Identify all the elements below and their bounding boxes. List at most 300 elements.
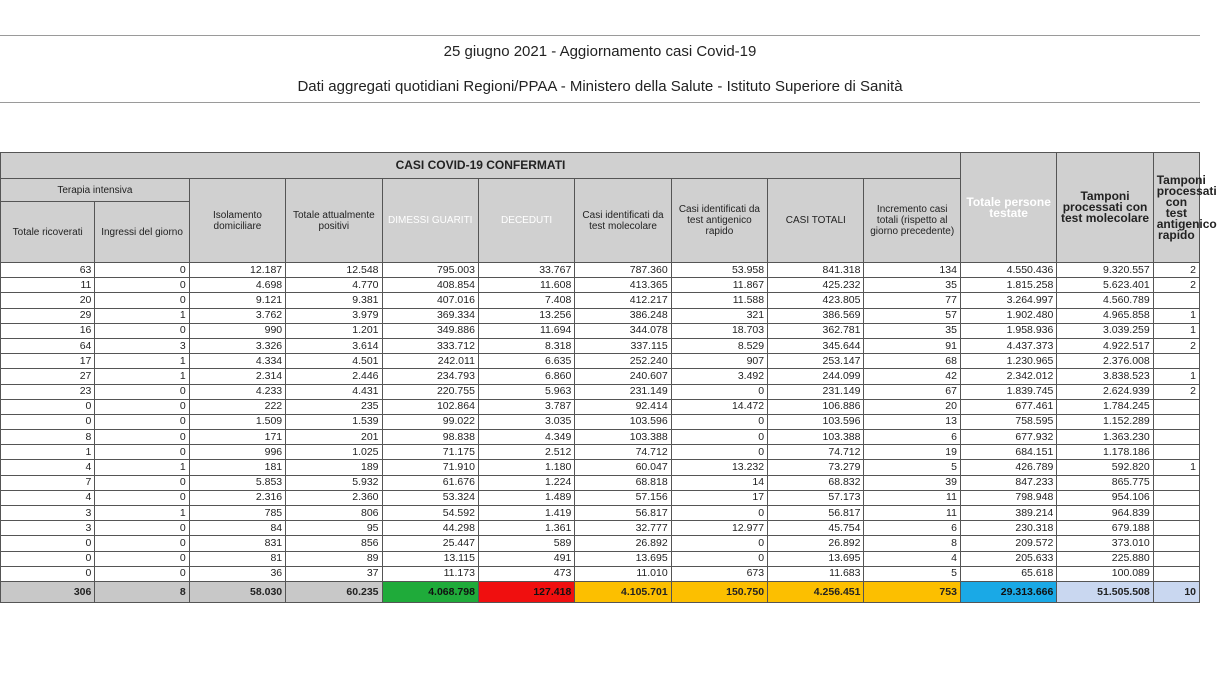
table-cell: 16 [1,323,95,338]
table-cell: 1 [95,369,189,384]
table-cell: 6.860 [478,369,574,384]
table-cell: 11.010 [575,566,671,581]
table-cell: 2.360 [286,490,382,505]
table-cell: 181 [189,460,285,475]
table-cell: 964.839 [1057,506,1153,521]
table-cell: 4.560.789 [1057,293,1153,308]
table-cell: 679.188 [1057,521,1153,536]
table-cell: 0 [1,399,95,414]
table-cell: 7 [1,475,95,490]
header-terapia-intensiva: Terapia intensiva [1,179,190,202]
table-cell: 1 [1153,323,1199,338]
band-casi-confermati: CASI COVID-19 CONFERMATI [1,153,961,179]
table-cell: 71.910 [382,460,478,475]
table-cell: 3 [95,338,189,353]
table-cell: 4.965.858 [1057,308,1153,323]
table-row [1,263,1200,278]
table-cell: 2.376.008 [1057,354,1153,369]
table-cell: 0 [95,521,189,536]
table-cell: 5 [864,460,960,475]
table-cell: 1.230.965 [960,354,1056,369]
table-cell: 1 [1153,460,1199,475]
table-row [1,460,1200,475]
table-cell: 0 [1,536,95,551]
table-cell: 84 [189,521,285,536]
table-cell: 7.408 [478,293,574,308]
header-totale-ricoverati: Totale ricoverati [1,202,95,263]
table-row [1,399,1200,414]
table-cell: 412.217 [575,293,671,308]
table-cell: 2.314 [189,369,285,384]
table-cell: 103.388 [768,430,864,445]
table-cell: 57.173 [768,490,864,505]
table-cell: 1.784.245 [1057,399,1153,414]
table-cell: 11.588 [671,293,767,308]
table-cell: 5.623.401 [1057,278,1153,293]
table-cell: 53.324 [382,490,478,505]
table-cell: 1.419 [478,506,574,521]
table-cell: 4.550.436 [960,263,1056,278]
table-cell: 3.326 [189,338,285,353]
table-cell: 103.596 [768,414,864,429]
table-cell: 413.365 [575,278,671,293]
table-cell: 1.363.230 [1057,430,1153,445]
table-cell: 17 [1,354,95,369]
table-cell: 2 [1153,278,1199,293]
table-cell: 0 [95,430,189,445]
table-cell [1153,490,1199,505]
table-row [1,506,1200,521]
table-cell [1153,521,1199,536]
table-cell: 12.187 [189,263,285,278]
table-cell: 2 [1153,384,1199,399]
table-cell: 865.775 [1057,475,1153,490]
table-cell: 841.318 [768,263,864,278]
table-cell: 0 [671,506,767,521]
table-cell: 0 [95,566,189,581]
table-cell: 103.596 [575,414,671,429]
table-cell: 134 [864,263,960,278]
total-cell: 306 [1,581,95,602]
table-cell: 13.232 [671,460,767,475]
table-cell: 240.607 [575,369,671,384]
table-cell: 74.712 [768,445,864,460]
table-cell: 54.592 [382,506,478,521]
header-deceduti: DECEDUTI [478,179,574,263]
table-cell: 0 [1,566,95,581]
table-cell: 0 [95,293,189,308]
table-cell: 11 [864,506,960,521]
table-cell: 57.156 [575,490,671,505]
table-body [1,263,1200,582]
table-row [1,384,1200,399]
table-cell: 0 [671,551,767,566]
header-tamponi-antigenico: Tamponi processati con test antigenico rapido [1153,153,1199,263]
table-row [1,323,1200,338]
table-cell: 4 [864,551,960,566]
table-cell: 209.572 [960,536,1056,551]
table-cell: 13 [864,414,960,429]
table-cell: 95 [286,521,382,536]
table-cell: 4.770 [286,278,382,293]
table-cell: 3.979 [286,308,382,323]
table-cell: 3.492 [671,369,767,384]
bottom-rule [0,102,1200,103]
table-cell: 1.180 [478,460,574,475]
table-cell [1153,551,1199,566]
table-cell: 349.886 [382,323,478,338]
table-cell: 19 [864,445,960,460]
table-cell: 1.201 [286,323,382,338]
table-cell: 92.414 [575,399,671,414]
table-cell: 3 [1,521,95,536]
table-cell: 6.635 [478,354,574,369]
table-cell [1153,414,1199,429]
table-cell: 1 [1,445,95,460]
table-cell: 20 [1,293,95,308]
table-cell: 9.320.557 [1057,263,1153,278]
table-cell: 11.683 [768,566,864,581]
table-cell: 345.644 [768,338,864,353]
header-totale-persone-testate: Totale persone testate [960,153,1056,263]
table-cell: 6 [864,430,960,445]
table-cell: 230.318 [960,521,1056,536]
table-cell [1153,430,1199,445]
table-cell: 3.762 [189,308,285,323]
table-cell: 189 [286,460,382,475]
table-cell: 13.695 [768,551,864,566]
table-cell: 14.472 [671,399,767,414]
total-cell: 4.105.701 [575,581,671,602]
table-cell: 12.548 [286,263,382,278]
totals-row [1,581,1200,602]
table-cell: 5 [864,566,960,581]
total-cell: 8 [95,581,189,602]
table-cell: 0 [95,475,189,490]
table-cell: 3 [1,506,95,521]
table-cell: 0 [95,490,189,505]
table-cell: 103.388 [575,430,671,445]
table-cell: 795.003 [382,263,478,278]
table-cell: 806 [286,506,382,521]
table-cell [1153,293,1199,308]
table-cell: 2.446 [286,369,382,384]
table-cell: 102.864 [382,399,478,414]
table-cell: 65.618 [960,566,1056,581]
table-cell: 57 [864,308,960,323]
total-cell: 753 [864,581,960,602]
table-cell: 996 [189,445,285,460]
table-cell: 13.256 [478,308,574,323]
table-row [1,475,1200,490]
table-cell: 4.501 [286,354,382,369]
table-cell: 0 [1,414,95,429]
table-cell: 18.703 [671,323,767,338]
table-cell: 11.608 [478,278,574,293]
table-cell: 81 [189,551,285,566]
table-cell: 5.932 [286,475,382,490]
header-ingressi-del-giorno: Ingressi del giorno [95,202,189,263]
header-casi-test-antigenico: Casi identificati da test antigenico rapido [671,179,767,263]
table-cell: 0 [95,399,189,414]
table-cell: 11 [1,278,95,293]
table-cell: 4 [1,490,95,505]
table-row [1,430,1200,445]
table-cell: 1.539 [286,414,382,429]
table-cell [1153,445,1199,460]
table-cell: 4.334 [189,354,285,369]
table-cell: 408.854 [382,278,478,293]
table-cell: 42 [864,369,960,384]
table-cell: 0 [1,551,95,566]
table-cell [1153,506,1199,521]
table-cell: 3.838.523 [1057,369,1153,384]
table-cell: 26.892 [768,536,864,551]
total-cell: 10 [1153,581,1199,602]
table-cell: 0 [95,551,189,566]
table-cell: 954.106 [1057,490,1153,505]
table-cell: 89 [286,551,382,566]
table-cell: 220.755 [382,384,478,399]
table-cell: 33.767 [478,263,574,278]
table-cell: 4.431 [286,384,382,399]
table-cell: 1.025 [286,445,382,460]
table-cell: 407.016 [382,293,478,308]
table-cell: 8 [864,536,960,551]
table-cell: 0 [95,414,189,429]
table-cell: 337.115 [575,338,671,353]
table-cell: 847.233 [960,475,1056,490]
table-cell [1153,354,1199,369]
header-totale-attualmente-positivi: Totale attualmente positivi [286,179,382,263]
total-cell: 29.313.666 [960,581,1056,602]
header-incremento-casi: Incremento casi totali (rispetto al giorno precedente) [864,179,960,263]
table-cell: 785 [189,506,285,521]
table-cell: 386.248 [575,308,671,323]
table-cell: 68 [864,354,960,369]
table-cell: 4.437.373 [960,338,1056,353]
table-cell: 14 [671,475,767,490]
table-cell: 36 [189,566,285,581]
total-cell: 150.750 [671,581,767,602]
table-cell: 225.880 [1057,551,1153,566]
table-cell: 684.151 [960,445,1056,460]
total-cell: 58.030 [189,581,285,602]
table-cell: 234.793 [382,369,478,384]
table-row [1,414,1200,429]
table-cell: 677.932 [960,430,1056,445]
table-cell [1153,536,1199,551]
table-cell: 63 [1,263,95,278]
table-cell: 56.817 [768,506,864,521]
table-cell: 1.839.745 [960,384,1056,399]
table-cell: 74.712 [575,445,671,460]
table-cell: 1 [1153,369,1199,384]
table-cell: 2 [1153,263,1199,278]
table-cell: 12.977 [671,521,767,536]
table-cell: 39 [864,475,960,490]
table-cell: 333.712 [382,338,478,353]
table-cell: 0 [95,263,189,278]
table-cell: 32.777 [575,521,671,536]
table-cell: 0 [95,384,189,399]
table-cell: 9.121 [189,293,285,308]
table-cell: 677.461 [960,399,1056,414]
header-tamponi-molecolare: Tamponi processati con test molecolare [1057,153,1153,263]
table-cell: 473 [478,566,574,581]
table-cell: 9.381 [286,293,382,308]
table-cell: 235 [286,399,382,414]
table-cell: 17 [671,490,767,505]
table-cell: 3.614 [286,338,382,353]
table-cell: 6 [864,521,960,536]
table-cell: 11 [864,490,960,505]
table-cell: 35 [864,278,960,293]
table-row [1,445,1200,460]
table-cell: 0 [671,445,767,460]
table-row [1,369,1200,384]
table-cell: 231.149 [575,384,671,399]
table-cell: 242.011 [382,354,478,369]
table-cell: 589 [478,536,574,551]
table-cell: 4.349 [478,430,574,445]
table-cell: 423.805 [768,293,864,308]
table-cell: 0 [95,445,189,460]
table-cell: 252.240 [575,354,671,369]
table-cell: 91 [864,338,960,353]
covid-data-table [0,152,1217,603]
table-cell: 369.334 [382,308,478,323]
table-cell: 673 [671,566,767,581]
table-cell: 1.152.289 [1057,414,1153,429]
table-cell: 990 [189,323,285,338]
table-cell: 1 [1153,308,1199,323]
table-cell: 29 [1,308,95,323]
table-cell: 0 [95,323,189,338]
table-row [1,490,1200,505]
table-cell: 3.264.997 [960,293,1056,308]
table-cell: 0 [671,430,767,445]
table-cell: 1.509 [189,414,285,429]
table-cell [1153,566,1199,581]
table-cell: 592.820 [1057,460,1153,475]
table-cell: 244.099 [768,369,864,384]
table-cell: 11.173 [382,566,478,581]
table-row [1,551,1200,566]
table-cell [1153,399,1199,414]
table-cell: 798.948 [960,490,1056,505]
table-cell: 2.624.939 [1057,384,1153,399]
header-isolamento-domiciliare: Isolamento domiciliare [189,179,285,263]
table-cell: 67 [864,384,960,399]
table-cell: 0 [671,414,767,429]
table-cell: 4 [1,460,95,475]
table-cell: 77 [864,293,960,308]
table-cell: 71.175 [382,445,478,460]
table-cell: 1.489 [478,490,574,505]
table-row [1,536,1200,551]
header-dimessi-guariti: DIMESSI GUARITI [382,179,478,263]
table-cell: 5.853 [189,475,285,490]
total-cell: 4.068.798 [382,581,478,602]
table-cell: 373.010 [1057,536,1153,551]
table-cell: 68.818 [575,475,671,490]
table-cell: 1 [95,308,189,323]
table-cell: 0 [671,536,767,551]
table-cell: 1 [95,460,189,475]
table-cell: 45.754 [768,521,864,536]
table-cell: 0 [671,384,767,399]
table-row [1,354,1200,369]
table-cell: 831 [189,536,285,551]
table-row [1,566,1200,581]
total-cell: 51.505.508 [1057,581,1153,602]
page-subtitle: Dati aggregati quotidiani Regioni/PPAA - Ministero della Salute - Istituto Superiore di Sanità [297,78,903,95]
table-cell: 3.039.259 [1057,323,1153,338]
table-cell: 64 [1,338,95,353]
table-cell: 37 [286,566,382,581]
table-cell: 787.360 [575,263,671,278]
total-cell: 60.235 [286,581,382,602]
table-cell: 0 [95,536,189,551]
table-cell: 35 [864,323,960,338]
table-cell: 1.958.936 [960,323,1056,338]
table-cell: 1.224 [478,475,574,490]
table-cell: 222 [189,399,285,414]
table-cell: 231.149 [768,384,864,399]
table-cell: 53.958 [671,263,767,278]
table-cell: 99.022 [382,414,478,429]
table-cell: 907 [671,354,767,369]
table-cell: 205.633 [960,551,1056,566]
table-cell: 386.569 [768,308,864,323]
header-casi-test-molecolare: Casi identificati da test molecolare [575,179,671,263]
table-cell: 1 [95,506,189,521]
table-cell: 344.078 [575,323,671,338]
table-cell: 25.447 [382,536,478,551]
table-cell: 11.694 [478,323,574,338]
table-cell: 56.817 [575,506,671,521]
total-cell: 4.256.451 [768,581,864,602]
table-row [1,293,1200,308]
table-cell: 98.838 [382,430,478,445]
table-cell: 1.178.186 [1057,445,1153,460]
table-cell: 8 [1,430,95,445]
table-cell: 73.279 [768,460,864,475]
table-cell: 26.892 [575,536,671,551]
table-cell: 13.115 [382,551,478,566]
table-cell: 4.922.517 [1057,338,1153,353]
table-cell: 321 [671,308,767,323]
table-cell [1153,475,1199,490]
table-cell: 362.781 [768,323,864,338]
table-cell: 27 [1,369,95,384]
table-cell: 68.832 [768,475,864,490]
table-cell: 1 [95,354,189,369]
table-cell: 491 [478,551,574,566]
table-cell: 2.512 [478,445,574,460]
table-cell: 389.214 [960,506,1056,521]
table-cell: 8.529 [671,338,767,353]
table-cell: 106.886 [768,399,864,414]
header-casi-totali: CASI TOTALI [768,179,864,263]
table-cell: 2 [1153,338,1199,353]
table-cell: 11.867 [671,278,767,293]
table-cell: 1.902.480 [960,308,1056,323]
table-cell: 3.787 [478,399,574,414]
table-cell: 23 [1,384,95,399]
table-cell: 44.298 [382,521,478,536]
